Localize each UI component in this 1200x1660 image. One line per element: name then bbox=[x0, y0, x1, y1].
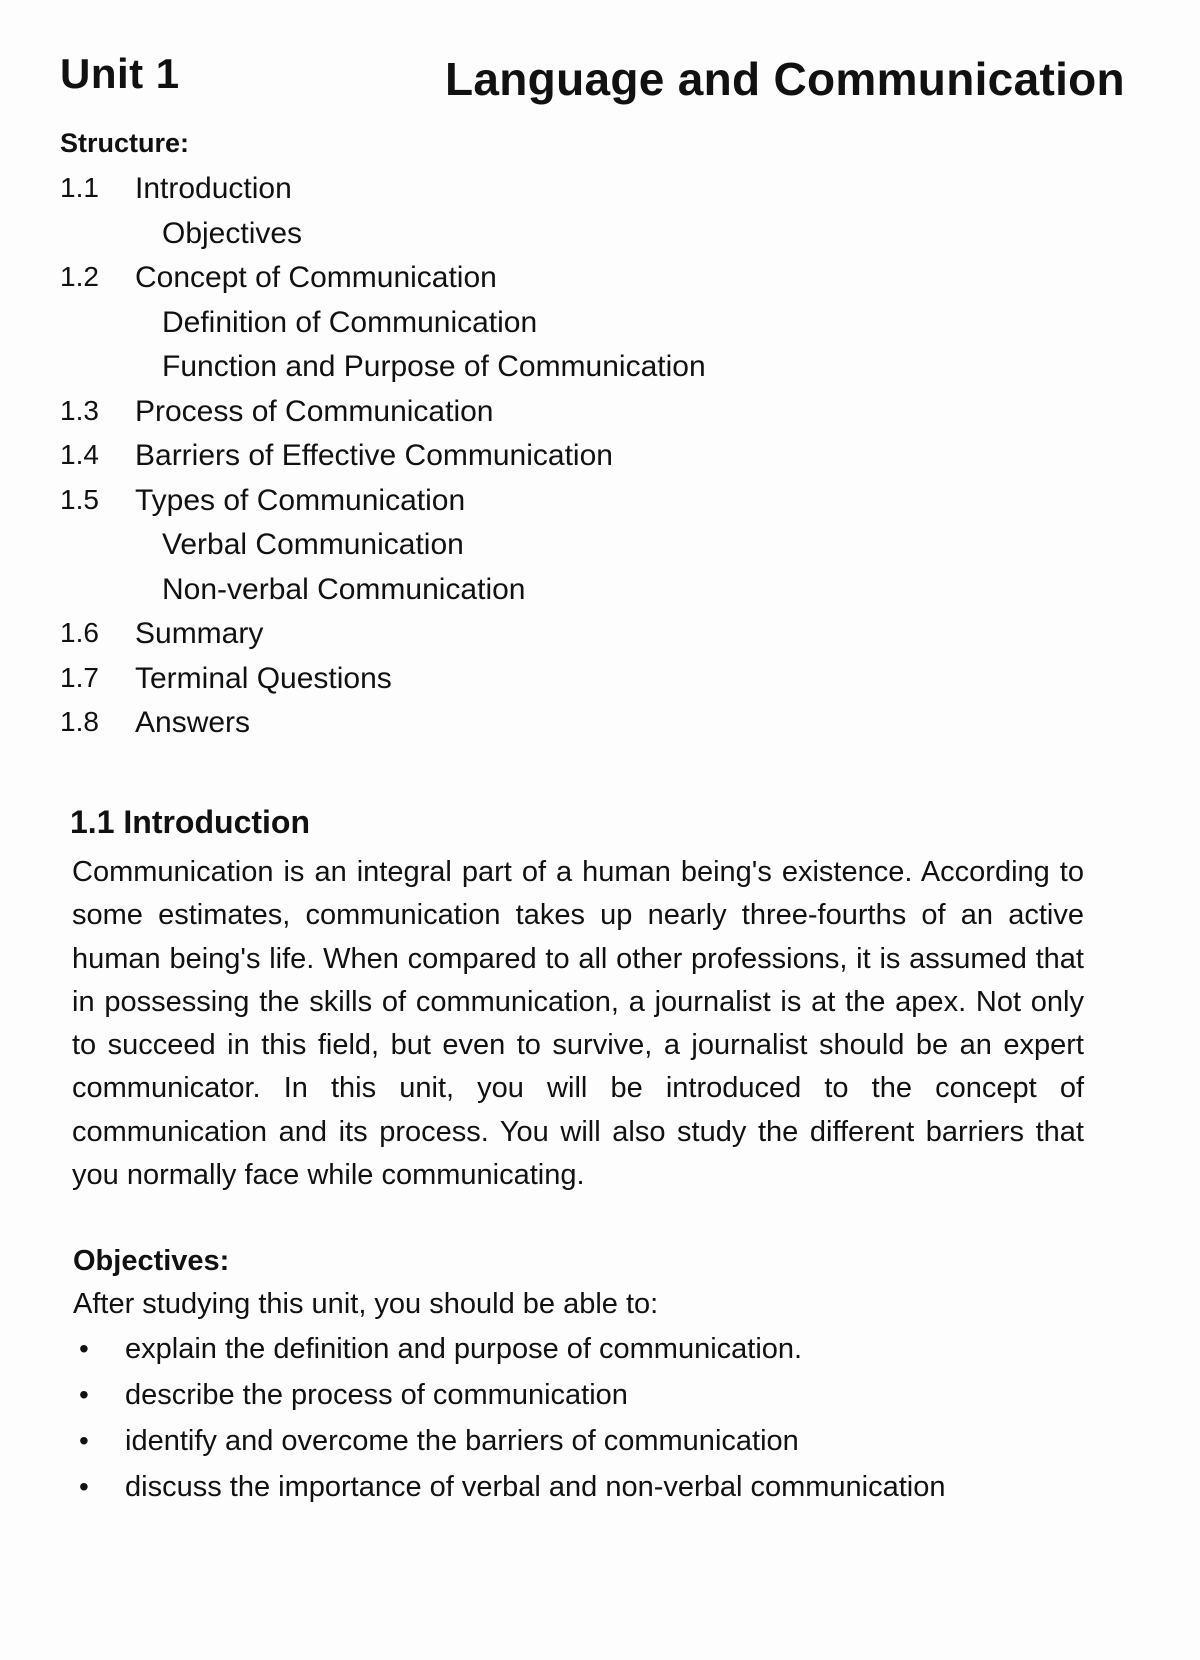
toc-item-label: Terminal Questions bbox=[135, 661, 392, 695]
objective-item bbox=[73, 1425, 1073, 1471]
objective-text: discuss the importance of verbal and non-verbal communication bbox=[125, 1471, 946, 1503]
toc-item bbox=[60, 706, 960, 751]
toc-item-number: 1.5 bbox=[60, 483, 99, 515]
toc-item bbox=[60, 573, 960, 618]
toc-item-label: Types of Communication bbox=[135, 483, 466, 517]
bullet-icon: • bbox=[79, 1379, 89, 1410]
toc-item bbox=[60, 306, 960, 351]
objective-text: explain the definition and purpose of communication. bbox=[125, 1333, 803, 1365]
toc-item-number: 1.2 bbox=[60, 261, 99, 292]
toc-item bbox=[60, 439, 960, 484]
introduction-paragraph: Communication is an integral part of a human being's existence. According to some estimates, communication takes up nearly three-fourths of an active human being's life. When compared to all other professions, it is assumed that in possessing the skills of communication, a journalist is at the apex. Not only to succeed in this field, but even to survive, a journalist should be an expert communicator. In this unit, you will be introduced to the concept of communication and its process. You will also study the different barriers that you normally face while communicating. bbox=[72, 856, 1084, 1192]
toc-item-number: 1.3 bbox=[60, 394, 99, 426]
toc-item-label: Barriers of Effective Communication bbox=[135, 439, 613, 472]
objectives-intro: After studying this unit, you should be able to: bbox=[73, 1288, 659, 1320]
objective-text: identify and overcome the barriers of communication bbox=[125, 1425, 799, 1457]
toc-item bbox=[60, 217, 960, 262]
toc-item bbox=[60, 172, 960, 217]
structure-label: Structure: bbox=[60, 128, 190, 158]
toc-subitem-label: Function and Purpose of Communication bbox=[162, 350, 706, 383]
objective-text: describe the process of communication bbox=[125, 1379, 628, 1411]
toc-item-number: 1.6 bbox=[60, 617, 99, 648]
bullet-icon: • bbox=[79, 1333, 89, 1364]
toc-item bbox=[60, 484, 960, 529]
table-of-contents bbox=[60, 172, 960, 751]
unit-title: Language and Communication bbox=[445, 53, 1125, 105]
objective-item bbox=[73, 1471, 1073, 1517]
objective-item bbox=[73, 1379, 1073, 1425]
bullet-icon: • bbox=[79, 1425, 89, 1456]
toc-item-number: 1.8 bbox=[60, 706, 99, 737]
objectives-label: Objectives: bbox=[73, 1245, 230, 1277]
toc-item bbox=[60, 662, 960, 707]
objectives-list bbox=[73, 1333, 1073, 1517]
toc-subitem-label: Definition of Communication bbox=[162, 305, 538, 339]
toc-item bbox=[60, 261, 960, 306]
toc-item-label: Answers bbox=[135, 706, 251, 739]
section-heading-introduction: 1.1 Introduction bbox=[70, 804, 310, 840]
toc-subitem-label: Verbal Communication bbox=[162, 528, 464, 561]
toc-item bbox=[60, 350, 960, 395]
toc-item bbox=[60, 617, 960, 662]
toc-item bbox=[60, 395, 960, 440]
bullet-icon: • bbox=[79, 1471, 89, 1502]
toc-item bbox=[60, 528, 960, 573]
objective-item bbox=[73, 1333, 1073, 1379]
toc-subitem-label: Non-verbal Communication bbox=[162, 572, 526, 606]
toc-item-number: 1.4 bbox=[60, 439, 99, 470]
unit-header bbox=[60, 44, 1125, 114]
toc-item-label: Process of Communication bbox=[135, 394, 494, 428]
toc-item-number: 1.7 bbox=[60, 661, 99, 693]
toc-subitem-label: Objectives bbox=[162, 216, 303, 250]
toc-item-label: Introduction bbox=[135, 172, 292, 205]
unit-number: Unit 1 bbox=[60, 50, 180, 97]
toc-item-label: Summary bbox=[135, 617, 264, 650]
toc-item-number: 1.1 bbox=[60, 172, 99, 203]
toc-item-label: Concept of Communication bbox=[135, 261, 497, 294]
